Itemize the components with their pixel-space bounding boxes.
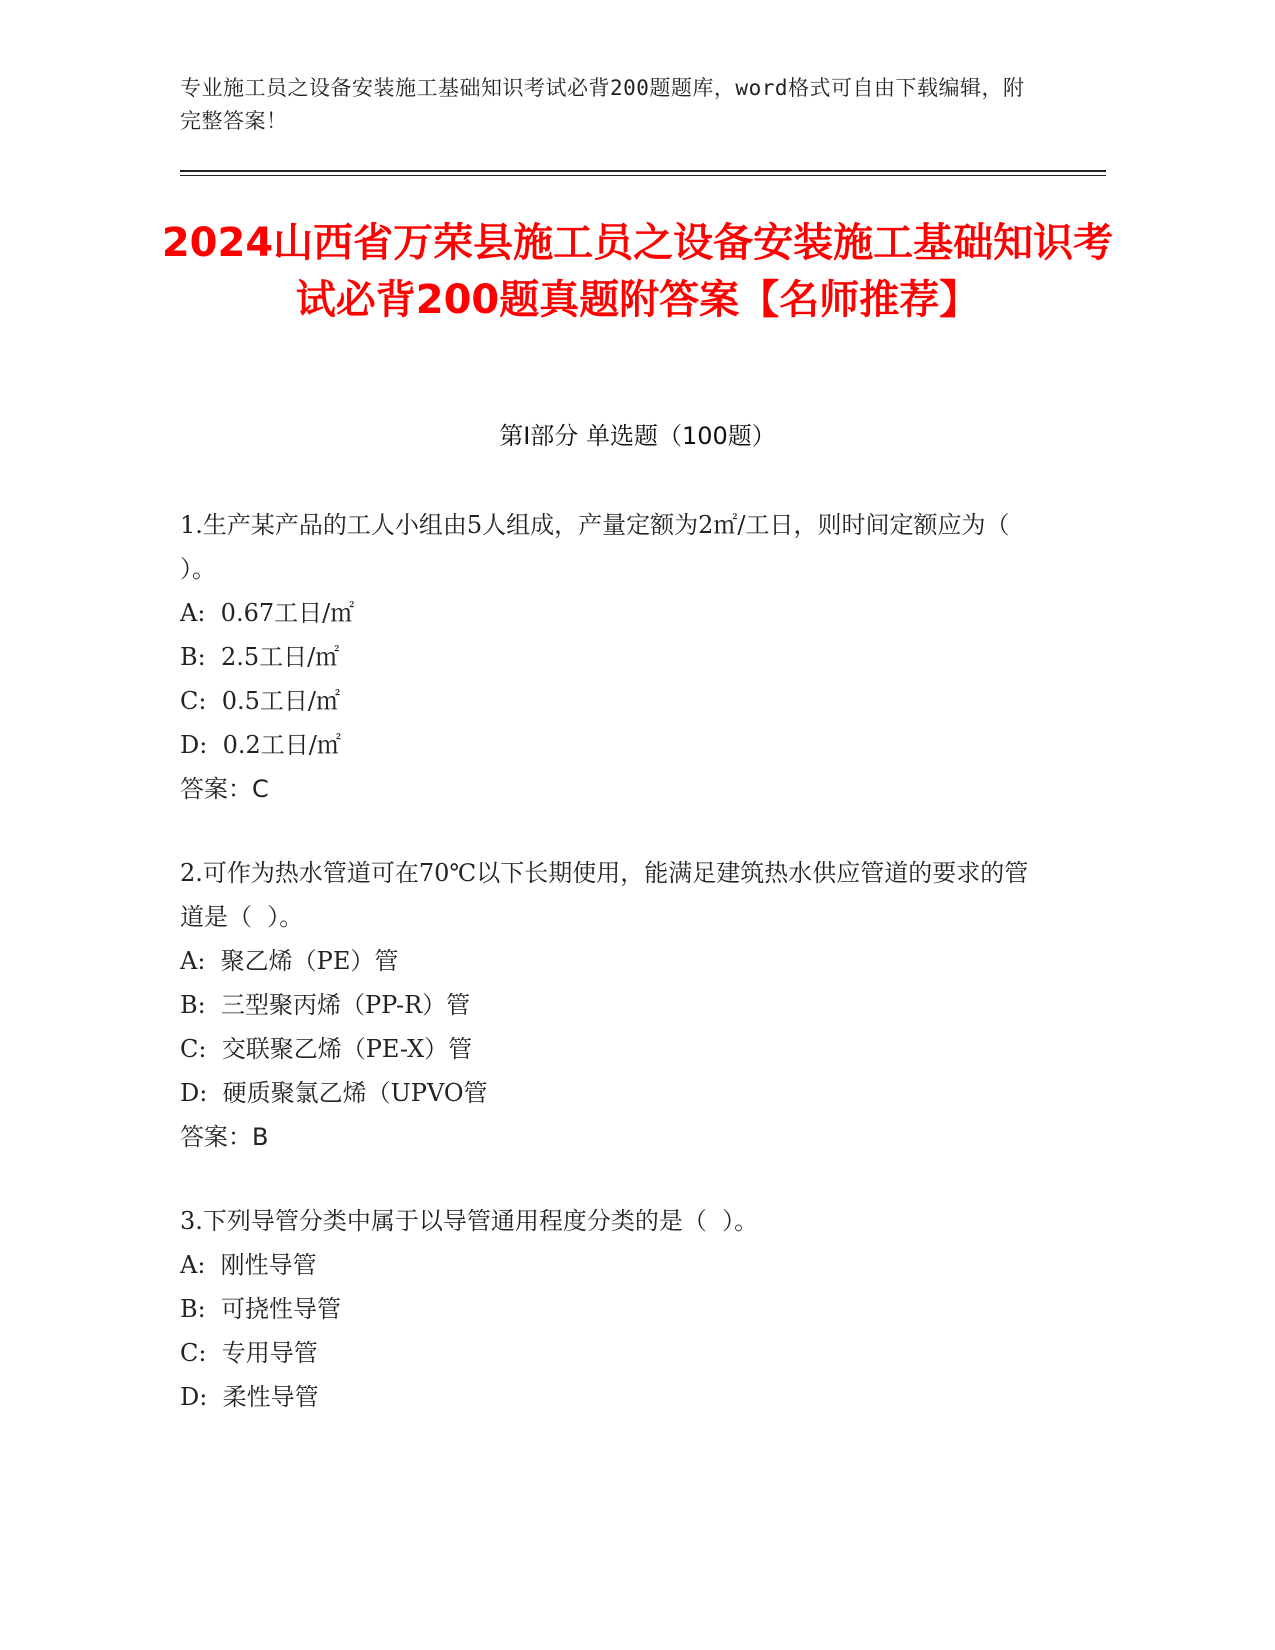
question-stem: 3.下列导管分类中属于以导管通用程度分类的是（ ）。	[180, 1207, 759, 1235]
option-d: D: 柔性导管	[180, 1383, 319, 1411]
question-1	[180, 503, 1030, 811]
option-b: B: 可挠性导管	[180, 1295, 341, 1323]
question-stem: 1.生产某产品的工人小组由5人组成，产量定额为2㎡/工日，则时间定额应为（ ）。	[180, 511, 1025, 583]
option-a: A: 0.67工日/㎡	[180, 599, 355, 627]
option-c: C: 专用导管	[180, 1339, 318, 1367]
answer: 答案：B	[180, 1123, 269, 1151]
header-rule-thin	[180, 175, 1106, 176]
question-3	[180, 1199, 1030, 1419]
option-d: D: 0.2工日/㎡	[180, 731, 341, 759]
question-2	[180, 851, 1030, 1159]
option-b: B: 三型聚丙烯（PP-R）管	[180, 991, 471, 1019]
question-stem: 2.可作为热水管道可在70℃以下长期使用，能满足建筑热水供应管道的要求的管道是（ ）。	[180, 859, 1029, 931]
option-b: B: 2.5工日/㎡	[180, 643, 340, 671]
option-c: C: 0.5工日/㎡	[180, 687, 340, 715]
option-a: A: 刚性导管	[180, 1251, 317, 1279]
header-rule-thick	[180, 170, 1106, 172]
option-d: D: 硬质聚氯乙烯（UPVO管	[180, 1079, 488, 1107]
document-title: 2024山西省万荣县施工员之设备安装施工基础知识考试必背200题真题附答案【名师推荐】	[161, 220, 1114, 323]
section-heading: 第Ⅰ部分 单选题（100题）	[499, 422, 776, 450]
option-c: C: 交联聚乙烯（PE-X）管	[180, 1035, 473, 1063]
answer: 答案：C	[180, 775, 269, 803]
header-note: 专业施工员之设备安装施工基础知识考试必背200题题库，word格式可自由下载编辑，附完整答案！	[180, 76, 1025, 133]
option-a: A: 聚乙烯（PE）管	[180, 947, 399, 975]
